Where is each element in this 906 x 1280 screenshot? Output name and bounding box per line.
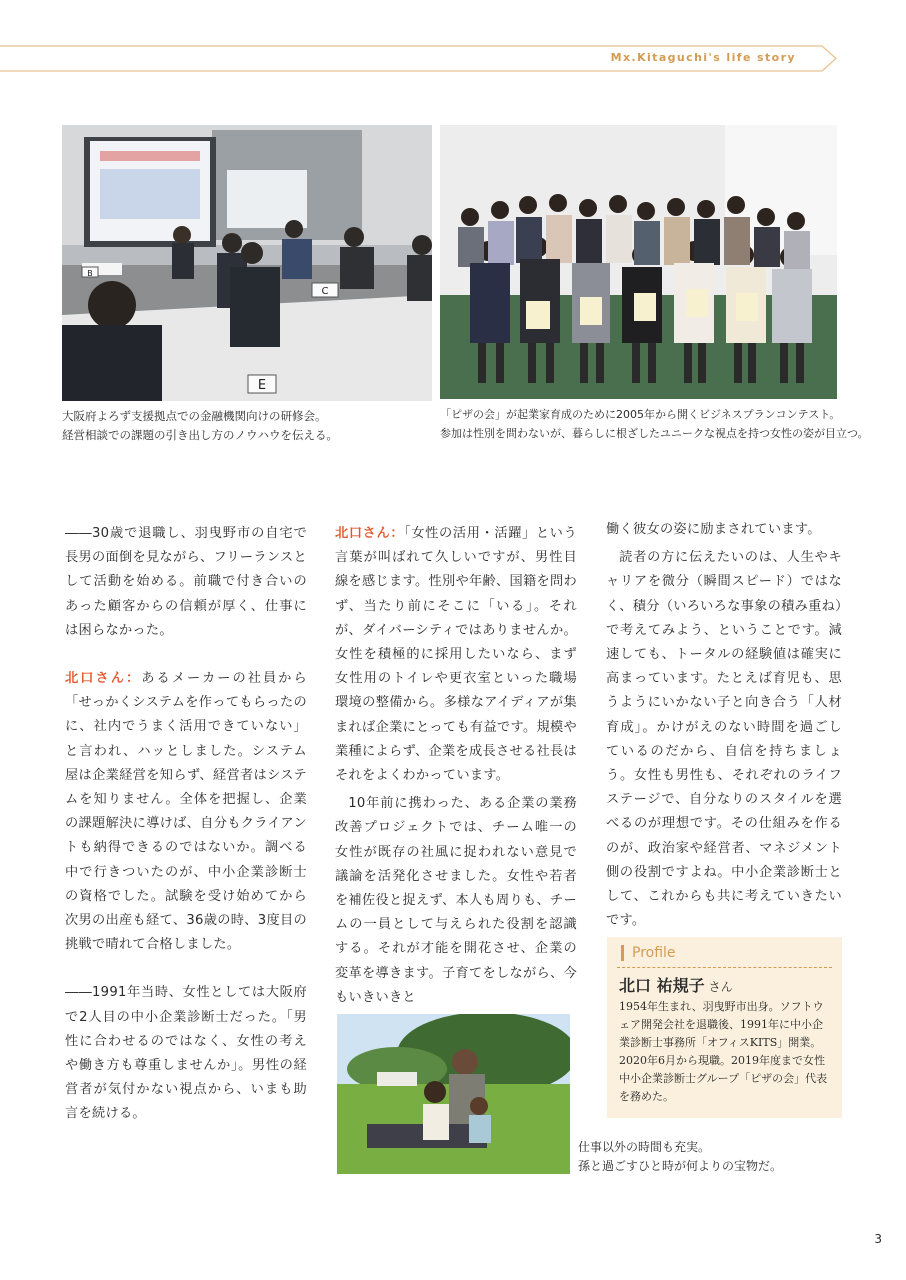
- series-title: Mx.Kitaguchi's life story: [610, 51, 796, 64]
- column2-paragraph-1: [335, 522, 577, 788]
- table-sign-b: B: [87, 269, 93, 278]
- speaker-label: 北口さん：: [65, 671, 142, 687]
- column1-paragraph-3: ――1991年当時、女性としては大阪府で2人目の中小企業診断士だった。「男性に合わせるのではなく、女性の考えや働き方も尊重しませんか」。男性の経営者が気付かない視点から、いまも助言を続ける。: [65, 985, 307, 1122]
- seminar-caption-line-1: 大阪府よろず支援拠点での金融機関向けの研修会。: [62, 409, 327, 423]
- table-sign-c: C: [321, 286, 329, 297]
- profile-divider: [617, 967, 832, 968]
- group-caption-line-2: 参加は性別を問わないが、暮らしに根ざしたユニークな視点を持つ女性の姿が目立つ。: [440, 427, 869, 440]
- group-caption: [440, 405, 869, 443]
- profile-honorific: さん: [708, 980, 733, 994]
- seminar-photo: [62, 125, 432, 401]
- seminar-caption-line-2: 経営相談での課題の引き出し方のノウハウを伝える。: [62, 428, 338, 442]
- profile-name: [619, 973, 733, 996]
- seminar-caption: [62, 407, 338, 445]
- column3-paragraph-1: 働く彼女の姿に励まされています。: [606, 522, 821, 537]
- column1-paragraph-2: [65, 667, 307, 957]
- profile-box: [607, 937, 842, 1118]
- family-photo: [337, 1014, 570, 1174]
- group-caption-line-1: 「ピザの会」が起業家育成のために2005年から開くビジネスプランコンテスト。: [440, 408, 841, 421]
- table-sign-e: E: [257, 378, 267, 393]
- speaker-label-2: 北口さん：: [335, 526, 405, 541]
- article-column-2: [335, 522, 577, 1034]
- column2-paragraph-2: 10年前に携わった、ある企業の業務改善プロジェクトでは、チーム唯一の女性が既存の社風に捉われない意見で議論を活発化させました。女性や若者を補佐役と捉えず、本人も周りも、チームの一員として与えられた役割を認識する。それが才能を開花させ、企業の変革を導きます。子育てをしながら、今もいきいきと: [335, 796, 577, 1005]
- column1-paragraph-2-text: あるメーカーの社員から「せっかくシステムを作ってもらったのに、社内でうまく活用できていない」と言われ、ハッとしました。システム屋は企業経営を知らず、経営者はシステムを知りません。全体を把握し、企業の課題解決に導けば、自分もクライアントも納得できるのではないか。調べる中で行きついたのが、中小企業診断士の資格でした。試験を受け始めてから次男の出産も経て、36歳の時、3度目の挑戦で晴れて合格しました。: [65, 671, 307, 953]
- profile-heading: Profile: [621, 945, 676, 961]
- profile-bio: 1954年生まれ、羽曳野市出身。ソフトウェア開発会社を退職後、1991年に中小企業診断士事務所「オフィスKITS」開業。2020年6月から現職。2019年度まで女性中小企業診断士グループ「ピザの会」代表を務めた。: [619, 1000, 828, 1103]
- family-caption-line-2: 孫と過ごすひと時が何よりの宝物だ。: [578, 1159, 783, 1173]
- page-number: 3: [874, 1232, 882, 1246]
- column3-paragraph-2: 読者の方に伝えたいのは、人生やキャリアを微分（瞬間スピード）ではなく、積分（いろいろな事象の積み重ね）で考えてみよう、ということです。減速しても、トータルの経験値は確実に高まっています。たとえば育児も、思うようにいかない子と向き合う「人材育成」。かけがえのない時間を過ごしているのだから、自信を持ちましょう。女性も男性も、それぞれのライフステージで、自分なりのスタイルを選べるのが理想です。その仕組みを作るのが、政治家や経営者、マネジメント側の役割ですよね。中小企業診断士として、これからも共に考えていきたいです。: [606, 550, 842, 929]
- column1-paragraph-1: ――30歳で退職し、羽曳野市の自宅で長男の面倒を見ながら、フリーランスとして活動を始める。前職で付き合いのあった顧客からの信頼が厚く、仕事には困らなかった。: [65, 526, 307, 638]
- family-caption-line-1: 仕事以外の時間も充実。: [578, 1140, 711, 1154]
- profile-name-text: 北口 祐規子: [619, 976, 705, 995]
- article-column-1: [65, 522, 307, 1151]
- group-photo: [440, 125, 837, 399]
- family-caption: [578, 1138, 782, 1176]
- column2-paragraph-1-text: 「女性の活用・活躍」という言葉が叫ばれて久しいですが、男性目線を感じます。性別や年齢、国籍を問わず、当たり前にそこに「いる」。それが、ダイバーシティではありませんか。女性を積極的に採用したいなら、まず女性用のトイレや更衣室といった職場環境の整備から。多様なアイディアが集まれば企業にとっても有益です。規模や業種によらず、企業を成長させる社長はそれをよくわかっています。: [335, 526, 577, 784]
- article-column-3: [606, 518, 842, 957]
